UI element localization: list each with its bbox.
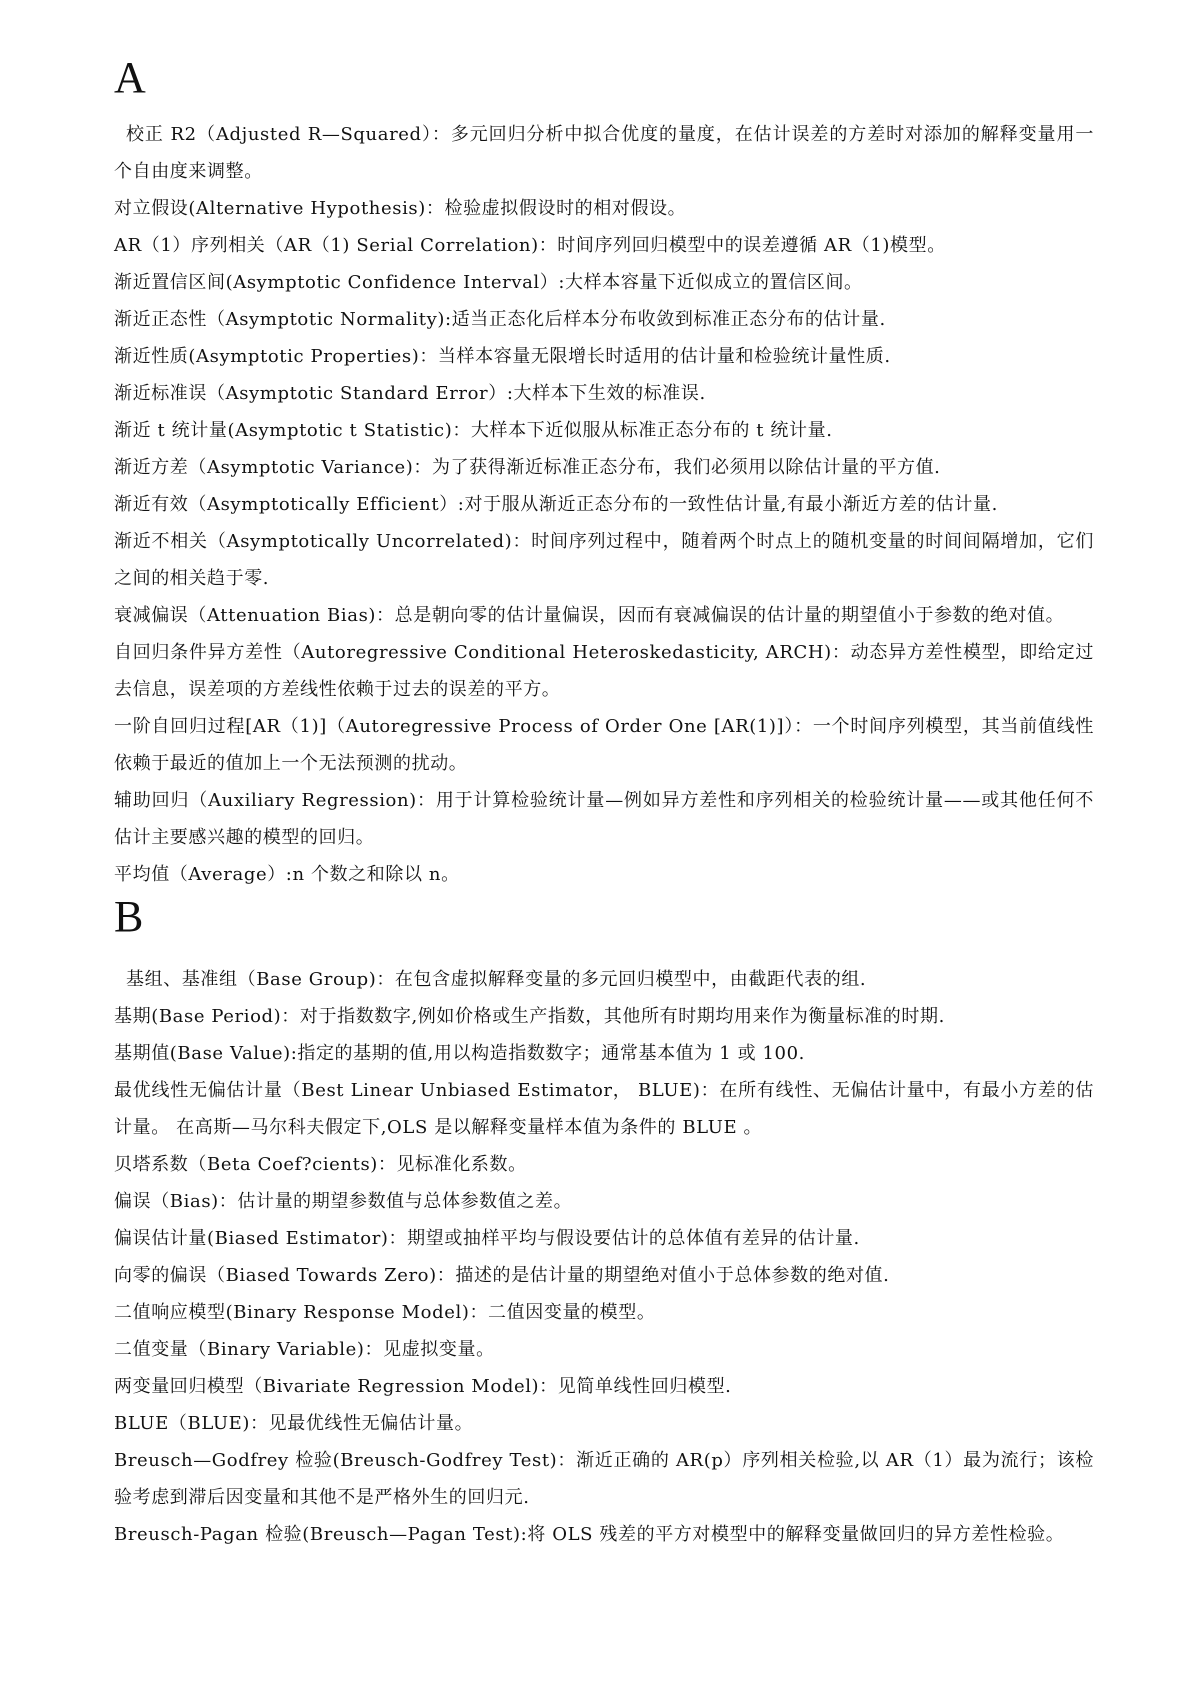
glossary-entry: 渐近方差（Asymptotic Variance)：为了获得渐近标准正态分布，我们必须用以除估计量的平方值. xyxy=(114,457,941,478)
glossary-entry: 渐近正态性（Asymptotic Normality):适当正态化后样本分布收敛到标准正态分布的估计量. xyxy=(114,309,886,330)
glossary-entry: 基组、基准组（Base Group)：在包含虚拟解释变量的多元回归模型中，由截距代表的组. xyxy=(126,969,867,990)
glossary-entry: 渐近 t 统计量(Asymptotic t Statistic)：大样本下近似服从标准正态分布的 t 统计量. xyxy=(114,420,833,441)
glossary-entry: 平均值（Average）:n 个数之和除以 n。 xyxy=(114,864,460,885)
glossary-entry: AR（1）序列相关（AR（1) Serial Correlation)：时间序列回归模型中的误差遵循 AR（1)模型。 xyxy=(114,235,946,256)
document-page xyxy=(114,53,1094,1553)
glossary-entry: 两变量回归模型（Bivariate Regression Model)：见简单线性回归模型. xyxy=(114,1376,732,1397)
glossary-entry: 基期值(Base Value):指定的基期的值,用以构造指数数字；通常基本值为 1 或 100. xyxy=(114,1043,805,1064)
glossary-entry: 自回归条件异方差性（Autoregressive Conditional Heteroskedasticity, ARCH)：动态异方差性模型，即给定过去信息，误差项的方差线性依赖于过去的误差的平方。 xyxy=(114,642,1094,700)
glossary-entry: 贝塔系数（Beta Coef?cients)：见标准化系数。 xyxy=(114,1154,527,1175)
glossary-entry: 衰减偏误（Attenuation Bias)：总是朝向零的估计量偏误，因而有衰减偏误的估计量的期望值小于参数的绝对值。 xyxy=(114,605,1065,626)
glossary-entry: 偏误估计量(Biased Estimator)：期望或抽样平均与假设要估计的总体值有差异的估计量. xyxy=(114,1228,860,1249)
glossary-entry: 一阶自回归过程[AR（1)]（Autoregressive Process of Order One [AR(1)]）：一个时间序列模型，其当前值线性依赖于最近的值加上一个无法预测的扰动。 xyxy=(114,716,1094,774)
glossary-entry: 最优线性无偏估计量（Best Linear Unbiased Estimator， BLUE)：在所有线性、无偏估计量中，有最小方差的估计量。 在高斯—马尔科夫假定下,OLS 是以解释变量样本值为条件的 BLUE 。 xyxy=(114,1080,1094,1138)
glossary-entry: 渐近不相关（Asymptotically Uncorrelated)：时间序列过程中，随着两个时点上的随机变量的时间间隔增加，它们之间的相关趋于零. xyxy=(114,531,1094,589)
glossary-entry: 校正 R2（Adjusted R—Squared）：多元回归分析中拟合优度的量度，在估计误差的方差时对添加的解释变量用一个自由度来调整。 xyxy=(114,124,1094,182)
section-heading-b: B xyxy=(114,892,144,941)
glossary-entry: 基期(Base Period)：对于指数数字,例如价格或生产指数，其他所有时期均用来作为衡量标准的时期. xyxy=(114,1006,945,1027)
glossary-entry: 渐近性质(Asymptotic Properties)：当样本容量无限增长时适用的估计量和检验统计量性质. xyxy=(114,346,891,367)
section-heading-a: A xyxy=(114,53,146,102)
glossary-entry: 辅助回归（Auxiliary Regression)：用于计算检验统计量—例如异方差性和序列相关的检验统计量——或其他任何不估计主要感兴趣的模型的回归。 xyxy=(114,790,1094,848)
glossary-entry: 渐近置信区间(Asymptotic Confidence Interval）:大样本容量下近似成立的置信区间。 xyxy=(114,272,863,293)
glossary-entry: 渐近标准误（Asymptotic Standard Error）:大样本下生效的标准误. xyxy=(114,383,706,404)
glossary-entry: 二值变量（Binary Variable)：见虚拟变量。 xyxy=(114,1339,495,1360)
glossary-entry: 渐近有效（Asymptotically Efficient）:对于服从渐近正态分布的一致性估计量,有最小渐近方差的估计量. xyxy=(114,494,998,515)
glossary-entry: 偏误（Bias)：估计量的期望参数值与总体参数值之差。 xyxy=(114,1191,573,1212)
section-b-entries xyxy=(114,961,1094,1553)
glossary-entry: BLUE（BLUE)：见最优线性无偏估计量。 xyxy=(114,1413,474,1434)
section-a-entries xyxy=(114,116,1094,893)
glossary-entry: 对立假设(Alternative Hypothesis)：检验虚拟假设时的相对假设。 xyxy=(114,198,687,219)
glossary-entry: 向零的偏误（Biased Towards Zero)：描述的是估计量的期望绝对值小于总体参数的绝对值. xyxy=(114,1265,890,1286)
glossary-entry: 二值响应模型(Binary Response Model)：二值因变量的模型。 xyxy=(114,1302,656,1323)
glossary-entry: Breusch—Godfrey 检验(Breusch-Godfrey Test)：渐近正确的 AR(p）序列相关检验,以 AR（1）最为流行；该检验考虑到滞后因变量和其他不是严格外生的回归元. xyxy=(114,1450,1094,1508)
glossary-entry: Breusch-Pagan 检验(Breusch—Pagan Test):将 OLS 残差的平方对模型中的解释变量做回归的异方差性检验。 xyxy=(114,1524,1065,1545)
